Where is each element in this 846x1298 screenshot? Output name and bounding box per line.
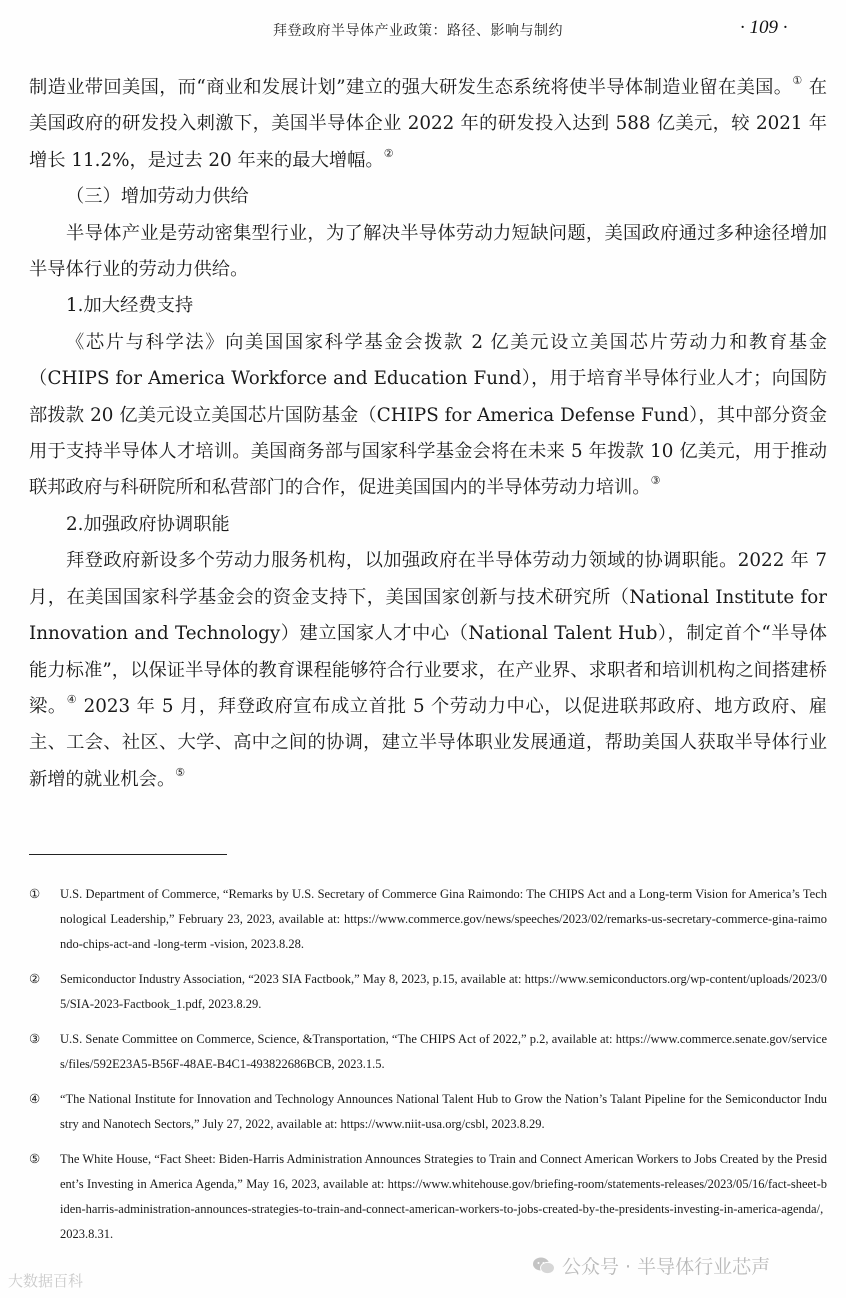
paragraph-4 — [29, 543, 827, 798]
footnote-4 — [29, 1087, 827, 1137]
footnote-marker: ③ — [29, 1032, 41, 1046]
footnote-marker: ② — [29, 972, 41, 986]
subheading-2: 2.加强政府协调职能 — [66, 513, 230, 535]
footnote-1 — [29, 882, 827, 957]
paragraph-1-text: 制造业带回美国，而“商业和发展计划”建立的强大研发生态系统将使半导体制造业留在美国。 — [29, 77, 793, 98]
wechat-icon — [532, 1256, 556, 1276]
paragraph-3-text: 《芯片与科学法》向美国国家科学基金会拨款 2 亿美元设立美国芯片劳动力和教育基金（CHIPS for America Workforce and Education Fund），用于培育半导体行业人才；向国防部拨款 20 亿美元设立美国芯片国防基金（CHIPS for America Defense Fund），其中部分资金用于支持半导体人才培训。美国商务部与国家科学基金会将在未来 5 年拨款 10 亿美元，用于推动联邦政府与科研院所和私营部门的合作，促进美国国内的半导体劳动力培训。 — [29, 331, 827, 499]
footnote-ref-4[interactable]: ④ — [66, 692, 78, 706]
watermark-right — [532, 1252, 770, 1279]
footnote-5 — [29, 1147, 827, 1247]
footnote-divider — [29, 854, 227, 855]
footnote-ref-5[interactable]: ⑤ — [175, 765, 186, 779]
footnote-ref-2[interactable]: ② — [383, 146, 394, 160]
footnote-marker: ① — [29, 887, 41, 901]
footnote-text: “The National Institute for Innovation and Technology Announces National Talent Hub to Grow the Nation’s Talant Pipeline for the Semiconductor Industry and Nanotech Sectors,” July 27, 2022, available at: https://www.niit-usa.org/csbl, 2023.8.29. — [60, 1092, 827, 1131]
footnote-text: Semiconductor Industry Association, “2023 SIA Factbook,” May 8, 2023, p.15, available at: https://www.semiconductors.org/wp-content/uploads/2023/05/SIA-2023-Factbook_1.pdf, 2023.8.29. — [60, 972, 827, 1011]
running-title: 拜登政府半导体产业政策：路径、影响与制约 — [273, 23, 563, 39]
paragraph-1 — [29, 70, 827, 179]
paragraph-4-text: 拜登政府新设多个劳动力服务机构，以加强政府在半导体劳动力领域的协调职能。2022 年 7 月，在美国国家科学基金会的资金支持下，美国国家创新与技术研究所（National Institute for Innovation and Technology）建立国家人才中心（National Talent Hub），制定首个“半导体能力标准”，以保证半导体的教育课程能够符合行业要求，在产业界、求职者和培训机构之间搭建桥梁。 — [29, 550, 827, 717]
section-heading-3: （三）增加劳动力供给 — [66, 186, 249, 208]
footnote-ref-1[interactable]: ① — [792, 73, 803, 87]
footnote-text: The White House, “Fact Sheet: Biden-Harris Administration Announces Strategies to Train and Connect American Workers to Jobs Created by the President’s Investing in America Agenda,” May 16, 2023, available at: https://www.whitehouse.gov/briefing-room/statements-releases/2023/05/16/fact-sheet-biden-harris-administration-announces-strategies-to-train-and-connect-american-workers-to-jobs-created-by-the-presidents-investing-in-america-agenda/, 2023.8.31. — [60, 1152, 827, 1241]
footnote-text: U.S. Department of Commerce, “Remarks by U.S. Secretary of Commerce Gina Raimondo: The CHIPS Act and a Long-term Vision for America’s Technological Leadership,” February 23, 2023, available at: https://www.commerce.gov/news/speeches/2023/02/remarks-us-secretary-commerce-gina-raimondo-chips-act-and -long-term -vision, 2023.8.28. — [60, 887, 827, 951]
main-text — [29, 70, 827, 798]
paragraph-4b-text: 2023 年 5 月，拜登政府宣布成立首批 5 个劳动力中心，以促进联邦政府、地方政府、雇主、工会、社区、大学、高中之间的协调，建立半导体职业发展通道，帮助美国人获取半导体行业新增的就业机会。 — [29, 695, 827, 790]
paragraph-1b-text: 在美国政府的研发投入刺激下，美国半导体企业 2022 年的研发投入达到 588 亿美元，较 2021 年增长 11.2%，是过去 20 年来的最大增幅。 — [29, 77, 827, 171]
paragraph-2: 半导体产业是劳动密集型行业，为了解决半导体劳动力短缺问题，美国政府通过多种途径增加半导体行业的劳动力供给。 — [29, 222, 827, 281]
footnote-marker: ④ — [29, 1092, 41, 1106]
subheading-1: 1.加大经费支持 — [66, 295, 194, 317]
watermark-left: 大数据百科 — [8, 1272, 84, 1290]
page-number: · 109 · — [740, 17, 788, 38]
footnote-marker: ⑤ — [29, 1152, 41, 1166]
footnote-2 — [29, 967, 827, 1017]
paragraph-3 — [29, 325, 827, 507]
footnote-ref-3[interactable]: ③ — [650, 474, 661, 488]
footnote-text: U.S. Senate Committee on Commerce, Science, &Transportation, “The CHIPS Act of 2022,” p.2, available at: https://www.commerce.senate.gov/services/files/592E23A5-B56F-48AE-B4C1-493822686BCB, 2023.1.5. — [60, 1032, 827, 1071]
watermark-right-text: 公众号 · 半导体行业芯声 — [562, 1256, 771, 1278]
page-header — [0, 18, 846, 46]
footnotes — [29, 882, 827, 1257]
footnote-3 — [29, 1027, 827, 1077]
